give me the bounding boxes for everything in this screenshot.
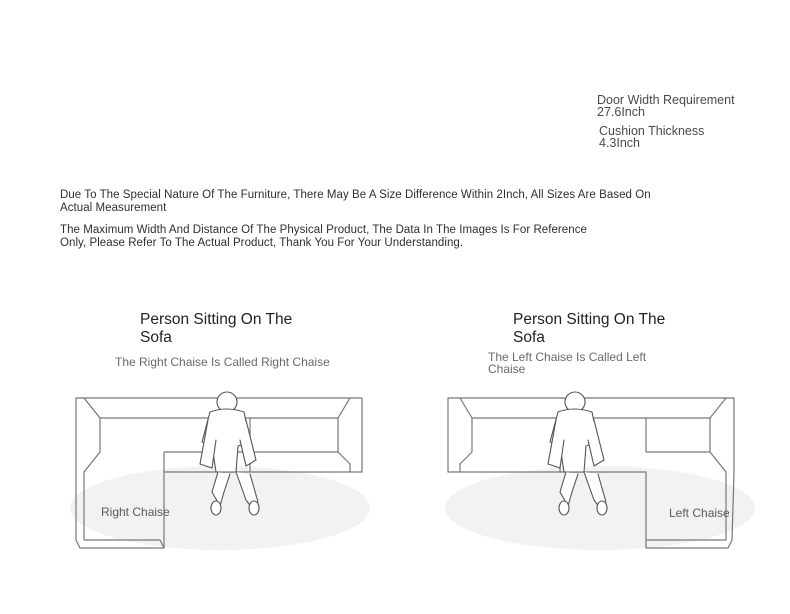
right-diagram-title: Person Sitting On The Sofa	[140, 311, 293, 346]
right-chaise-label: Right Chaise	[101, 505, 170, 519]
door-width-spec: Door Width Requirement 27.6Inch	[597, 93, 735, 119]
right-diagram-subtitle: The Right Chaise Is Called Right Chaise	[115, 355, 330, 369]
left-diagram-title: Person Sitting On The Sofa	[513, 311, 666, 346]
right-chaise-sofa-diagram	[60, 380, 380, 560]
left-chaise-sofa-diagram	[430, 380, 760, 560]
cushion-thickness-spec: Cushion Thickness 4.3Inch	[599, 124, 705, 150]
left-chaise-label: Left Chaise	[669, 506, 730, 520]
left-diagram-subtitle: The Left Chaise Is Called Left Chaise	[488, 350, 647, 376]
reference-note: The Maximum Width And Distance Of The Physical Product, The Data In The Images Is For Reference Only, Please Refer To The Actual Product, Thank You For Your Understanding.	[60, 224, 587, 249]
size-difference-note: Due To The Special Nature Of The Furniture, There May Be A Size Difference Within 2Inch, All Sizes Are Based On Actual Measurement	[60, 189, 651, 214]
